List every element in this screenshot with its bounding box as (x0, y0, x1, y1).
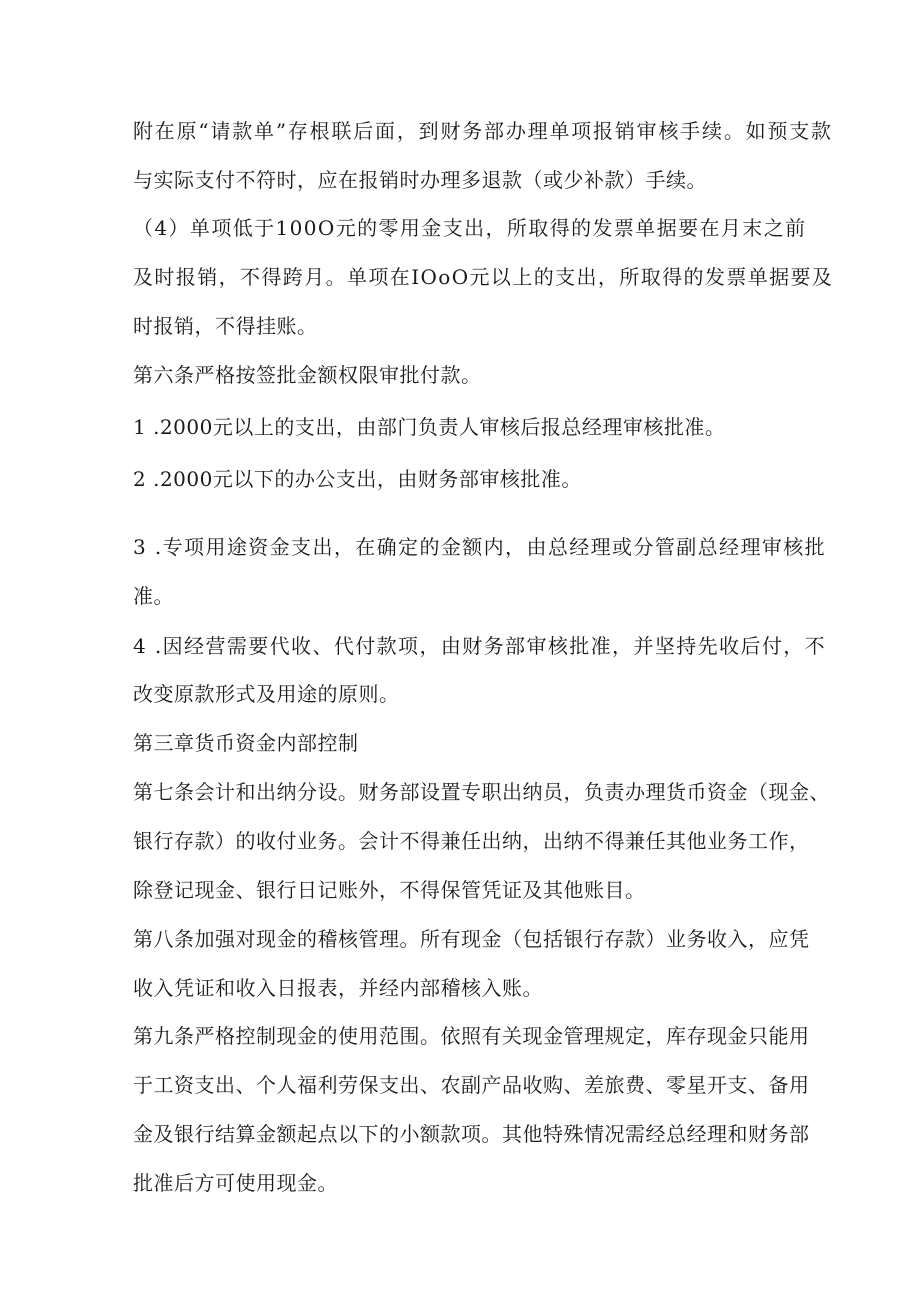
list-item: 4 .因经营需要代收、代付款项，由财务部审核批准，并坚持先收后付，不 (133, 634, 827, 658)
text-line: 第七条会计和出纳分设。财务部设置专职出纳员，负责办理货币资金（现金、 (133, 780, 830, 804)
text-line: 除登记现金、银行日记账外，不得保管凭证及其他账目。 (133, 878, 646, 902)
chapter-heading: 第三章货币资金内部控制 (133, 731, 359, 755)
text-line: 准。 (133, 584, 174, 608)
list-item: 1 .2000元以上的支出，由部门负责人审核后报总经理审核批准。 (133, 415, 726, 439)
text-line: 改变原款形式及用途的原则。 (133, 682, 400, 706)
text-line: 银行存款）的收付业务。会计不得兼任出纳，出纳不得兼任其他业务工作， (133, 829, 810, 853)
text-line: 收入凭证和收入日报表，并经内部稽核入账。 (133, 976, 543, 1000)
text-line: 附在原“请款单”存根联后面，到财务部办理单项报销审核手续。如预支款 (133, 119, 833, 143)
text-line: （4）单项低于100O元的零用金支出，所取得的发票单据要在月末之前 (133, 216, 807, 240)
list-item: 3 .专项用途资金支出，在确定的金额内，由总经理或分管副总经理审核批 (133, 535, 827, 559)
text-line: 及时报销，不得跨月。单项在IOoO元以上的支出，所取得的发票单据要及 (133, 265, 834, 289)
text-line: 与实际支付不符时，应在报销时办理多退款（或少补款）手续。 (133, 168, 707, 192)
text-line: 第九条严格控制现金的使用范围。依照有关现金管理规定，库存现金只能用 (133, 1024, 810, 1048)
text-line: 第八条加强对现金的稽核管理。所有现金（包括银行存款）业务收入，应凭 (133, 927, 810, 951)
text-line: 金及银行结算金额起点以下的小额款项。其他特殊情况需经总经理和财务部 (133, 1122, 810, 1146)
section-heading: 第六条严格按签批金额权限审批付款。 (133, 363, 482, 387)
text-line: 批准后方可使用现金。 (133, 1171, 338, 1195)
text-line: 于工资支出、个人福利劳保支出、农副产品收购、差旅费、零星开支、备用 (133, 1073, 810, 1097)
list-item: 2 .2000元以下的办公支出，由财务部审核批准。 (133, 467, 582, 491)
text-line: 时报销，不得挂账。 (133, 314, 318, 338)
